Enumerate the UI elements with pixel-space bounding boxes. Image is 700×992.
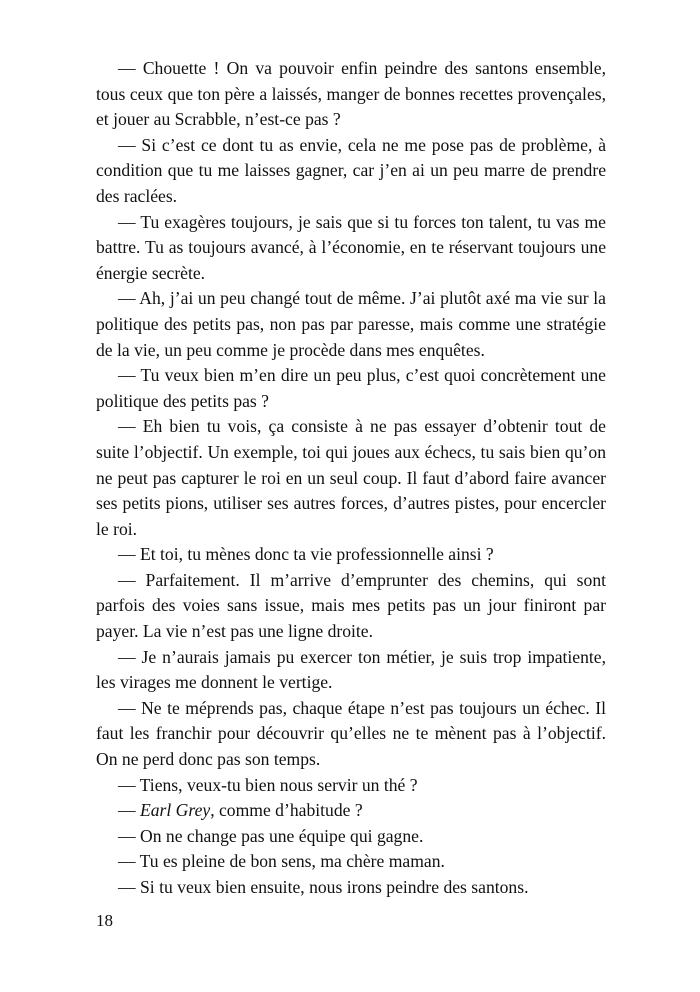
paragraph-6: — Eh bien tu vois, ça consiste à ne pas essayer d’obtenir tout de suite l’objectif. Un exemple, toi qui joues aux échecs, tu sais bien qu’on ne peut pas capturer le roi en un seul coup. Il faut d’abord faire avancer ses petits pions, utiliser ses autres forces, d’autres pistes, pour encercler le roi.	[96, 416, 606, 539]
paragraph-4: — Ah, j’ai un peu changé tout de même. J’ai plutôt axé ma vie sur la politique des petits pas, non pas par paresse, mais comme une stratégie de la vie, un peu comme je procède dans mes enquêtes.	[96, 288, 606, 360]
paragraph-12-dash: —	[118, 800, 140, 821]
paragraph-3: — Tu exagères toujours, je sais que si tu forces ton talent, tu vas me battre. Tu as toujours avancé, à l’économie, en te réservant toujours une énergie secrète.	[96, 211, 606, 283]
paragraph-11: — Tiens, veux-tu bien nous servir un thé ?	[118, 774, 418, 795]
paragraph-10: — Ne te méprends pas, chaque étape n’est pas toujours un échec. Il faut les franchir pour découvrir qu’elles ne te mènent pas à l’objectif. On ne perd donc pas son temps.	[96, 697, 606, 770]
paragraph-13: — On ne change pas une équipe qui gagne.	[118, 825, 424, 846]
paragraph-5: — Tu veux bien m’en dire un peu plus, c’est quoi concrètement une politique des petits pas ?	[96, 365, 606, 411]
paragraph-12	[96, 798, 606, 824]
paragraph-9: — Je n’aurais jamais pu exercer ton métier, je suis trop impatiente, les virages me donnent le vertige.	[96, 646, 606, 693]
paragraph-14: — Tu es pleine de bon sens, ma chère maman.	[118, 851, 445, 872]
paragraph-12-rest: , comme d’habitude ?	[210, 800, 363, 821]
page-number: 18	[96, 911, 113, 930]
page-body-text	[96, 56, 606, 901]
paragraph-1: — Chouette ! On va pouvoir enfin peindre des santons ensemble, tous ceux que ton père a laissés, manger de bonnes recettes provençales, et jouer au Scrabble, n’est-ce pas ?	[96, 58, 606, 130]
paragraph-7: — Et toi, tu mènes donc ta vie professionnelle ainsi ?	[118, 544, 494, 565]
paragraph-15: — Si tu veux bien ensuite, nous irons peindre des santons.	[118, 877, 529, 897]
paragraph-8: — Parfaitement. Il m’arrive d’emprunter des chemins, qui sont parfois des voies sans issue, mais mes petits pas un jour finiront par payer. La vie n’est pas une ligne droite.	[96, 569, 606, 642]
paragraph-2: — Si c’est ce dont tu as envie, cela ne me pose pas de problème, à condition que tu me laisses gagner, car j’en ai un peu marre de prendre des raclées.	[96, 134, 606, 206]
paragraph-12-italic-tea-name: Earl Grey	[140, 800, 211, 821]
